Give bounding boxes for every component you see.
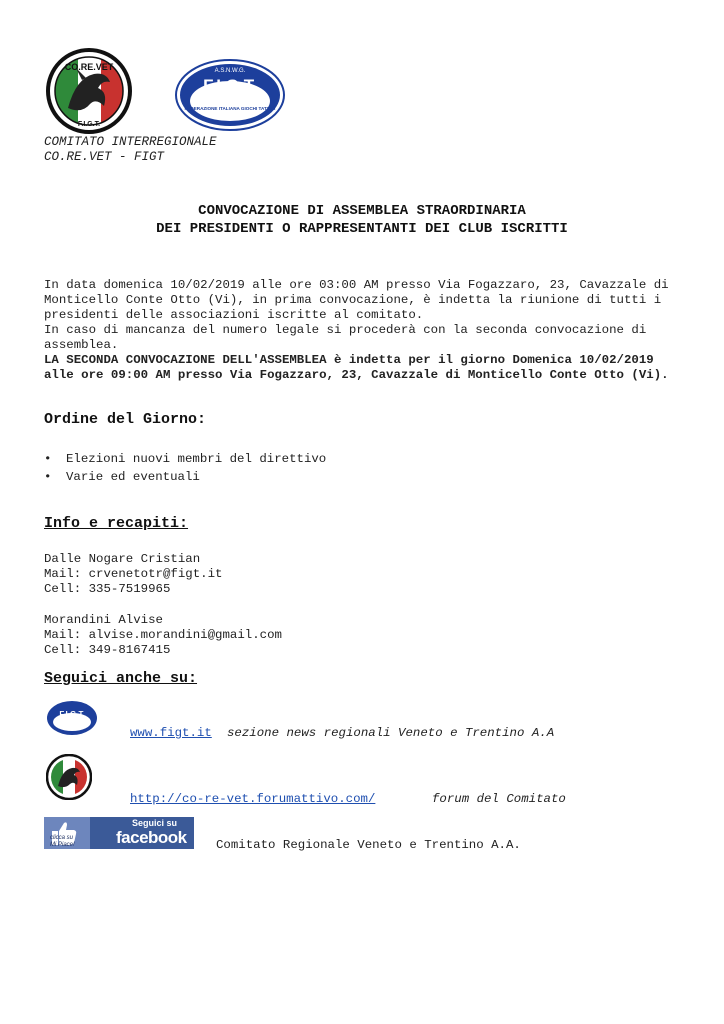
agenda-item-label: Varie ed eventuali: [66, 470, 200, 484]
contact-name: Dalle Nogare Cristian: [44, 552, 201, 566]
contact-person-1: [44, 552, 222, 598]
figt-small-logo-graphic: [46, 700, 98, 736]
header-line-1: COMITATO INTERREGIONALE: [44, 135, 217, 149]
facebook-badge-small-line-1: clicca su: [50, 835, 74, 841]
figt-logo-text: F.I.G.T.: [203, 76, 257, 95]
title-line-1: CONVOCAZIONE DI ASSEMBLEA STRAORDINARIA: [198, 203, 526, 219]
corevet-logo-text: CO.RE.VET: [64, 62, 114, 72]
corevet-logo-bottom-text: F.I.G.T.: [77, 121, 101, 128]
document-title: [0, 202, 724, 238]
facebook-badge-small-line-2: Mi Piace!: [50, 842, 75, 848]
facebook-note: Comitato Regionale Veneto e Trentino A.A.: [216, 838, 521, 852]
bullet-icon: •: [44, 470, 52, 484]
corevet-small-logo-graphic: [46, 754, 92, 800]
title-line-2: DEI PRESIDENTI O RAPPRESENTANTI DEI CLUB ISCRITTI: [156, 221, 568, 237]
figt-logo-graphic: [174, 58, 286, 132]
follow-heading: Seguici anche su:: [44, 670, 198, 687]
agenda-item: [44, 450, 326, 468]
figt-logo-ring-text: FEDERAZIONE ITALIANA GIOCHI TATTICI: [184, 106, 276, 111]
facebook-badge-small-text: [50, 835, 75, 849]
contact-mail: Mail: crvenetotr@figt.it: [44, 567, 223, 582]
contact-mail: Mail: alvise.morandini@gmail.com: [44, 628, 282, 643]
facebook-follow-badge[interactable]: [44, 817, 194, 849]
corevet-logo-graphic: [46, 48, 132, 134]
figt-small-logo: [46, 700, 98, 736]
contact-cell: Cell: 349-8167415: [44, 643, 171, 658]
facebook-badge-brand: facebook: [116, 828, 187, 847]
facebook-badge-top-text: Seguici su: [132, 818, 178, 828]
header-committee: [44, 135, 217, 165]
contacts-heading: Info e recapiti:: [44, 515, 189, 532]
body-paragraph-3: LA SECONDA CONVOCAZIONE DELL'ASSEMBLEA è indetta per il giorno Domenica 10/02/2019 alle ore 09:00 AM presso Via Fogazzaro, 23, Cavazzale di Monticello Conte Otto (Vi).: [44, 353, 669, 383]
contact-name: Morandini Alvise: [44, 613, 163, 627]
agenda-item-label: Elezioni nuovi membri del direttivo: [66, 452, 327, 466]
forum-note: forum del Comitato: [432, 792, 566, 806]
agenda-heading: Ordine del Giorno:: [44, 411, 207, 428]
forum-link[interactable]: http://co-re-vet.forumattivo.com/: [130, 792, 376, 806]
body-paragraph-1: In data domenica 10/02/2019 alle ore 03:00 AM presso Via Fogazzaro, 23, Cavazzale di Monticello Conte Otto (Vi), in prima convocazione, è indetta la riunione di tutti i presidenti delle associazioni iscritte al comitato.: [44, 278, 669, 323]
agenda-item: [44, 468, 326, 486]
corevet-logo: [46, 48, 132, 134]
header-line-2: CO.RE.VET - FIGT: [44, 150, 165, 164]
figt-small-logo-text: F.I.G.T.: [59, 710, 85, 719]
agenda-list: [44, 450, 326, 486]
figt-website-link[interactable]: www.figt.it: [130, 726, 212, 740]
figt-logo-small-text: A.S.N.W.G.: [214, 68, 246, 74]
contact-person-2: [44, 613, 282, 659]
bullet-icon: •: [44, 452, 52, 466]
corevet-small-logo: [46, 754, 92, 800]
figt-website-note: sezione news regionali Veneto e Trentino A.A: [227, 726, 555, 740]
figt-logo: [174, 58, 286, 132]
contact-cell: Cell: 335-7519965: [44, 582, 171, 597]
body-paragraph-2: In caso di mancanza del numero legale si procederà con la seconda convocazione di assemblea.: [44, 323, 647, 353]
